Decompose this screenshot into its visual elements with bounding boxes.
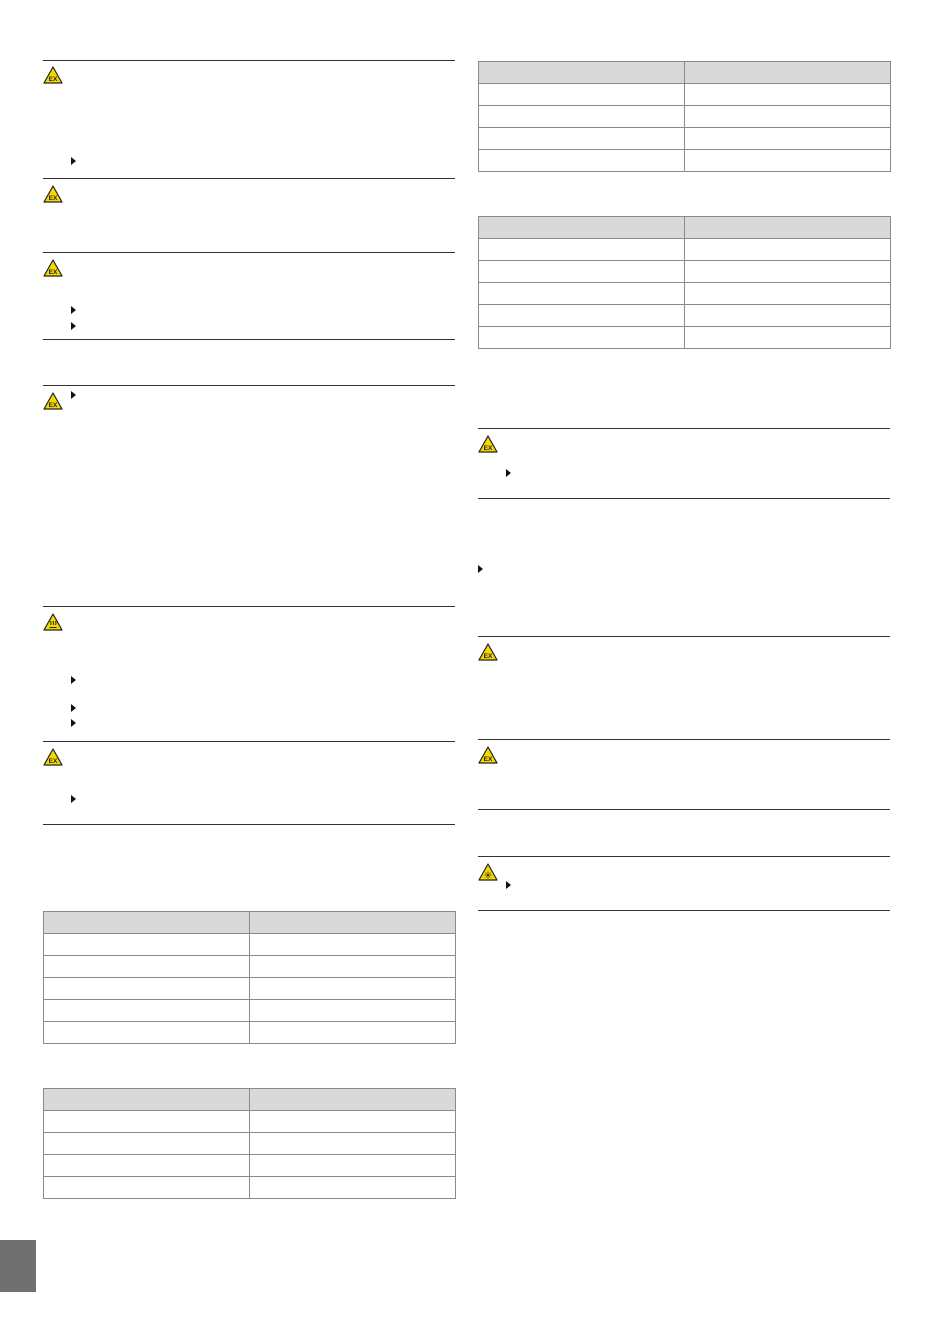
- table-header-cell: [479, 217, 685, 239]
- right-divider-2: [478, 498, 890, 499]
- table-header-cell: [250, 1089, 456, 1111]
- right-divider-3: [478, 636, 890, 637]
- table-cell: [44, 1000, 250, 1022]
- ex-warning-icon: [478, 746, 498, 764]
- table-header-cell: [44, 1089, 250, 1111]
- ex-warning-icon: [478, 643, 498, 661]
- bullet-arrow-icon: [71, 719, 76, 727]
- left-divider-8: [43, 824, 455, 825]
- table-header-cell: [44, 912, 250, 934]
- bullet-arrow-icon: [71, 157, 76, 165]
- ex-warning-label: EX: [483, 653, 493, 660]
- right-divider-1: [478, 428, 890, 429]
- bullet-arrow-icon: [71, 795, 76, 803]
- table-cell: [479, 106, 685, 128]
- bullet-arrow-icon: [71, 676, 76, 684]
- table-cell: [44, 1022, 250, 1044]
- table-cell: [479, 283, 685, 305]
- table-cell: [685, 327, 891, 349]
- table-row: [479, 84, 891, 106]
- table-row: [44, 1155, 456, 1177]
- right-table-1: [478, 61, 891, 172]
- table-row: [479, 128, 891, 150]
- ex-warning-label: EX: [48, 269, 58, 276]
- ex-warning-icon: [43, 392, 63, 410]
- right-divider-4: [478, 739, 890, 740]
- table-cell: [479, 128, 685, 150]
- table-row: [44, 978, 456, 1000]
- left-divider-3: [43, 252, 455, 253]
- table-cell: [685, 261, 891, 283]
- table-row: [479, 305, 891, 327]
- table-cell: [250, 1177, 456, 1199]
- ex-warning-icon: [478, 435, 498, 453]
- left-divider-5: [43, 385, 455, 386]
- table-header-row: [479, 217, 891, 239]
- table-header-row: [479, 62, 891, 84]
- table-header-cell: [250, 912, 456, 934]
- table-cell: [479, 305, 685, 327]
- table-row: [479, 106, 891, 128]
- table-cell: [685, 106, 891, 128]
- right-divider-5: [478, 809, 890, 810]
- ex-warning-label: EX: [48, 758, 58, 765]
- ex-warning-label: EX: [48, 402, 58, 409]
- table-row: [479, 150, 891, 172]
- right-divider-6: [478, 856, 890, 857]
- bullet-arrow-icon: [506, 881, 511, 889]
- table-row: [44, 956, 456, 978]
- table-cell: [44, 1133, 250, 1155]
- table-row: [44, 1177, 456, 1199]
- bullet-arrow-icon: [71, 306, 76, 314]
- table-cell: [685, 128, 891, 150]
- ex-warning-label: EX: [483, 445, 493, 452]
- bullet-arrow-icon: [506, 469, 511, 477]
- bullet-arrow-icon: [71, 391, 76, 399]
- table-cell: [685, 305, 891, 327]
- table-cell: [44, 1177, 250, 1199]
- table-row: [44, 1133, 456, 1155]
- hot-surface-warning-icon: [43, 613, 63, 631]
- table-row: [44, 1022, 456, 1044]
- table-cell: [685, 150, 891, 172]
- left-divider-1: [43, 60, 455, 61]
- table-row: [44, 1000, 456, 1022]
- table-cell: [44, 956, 250, 978]
- table-header-cell: [685, 217, 891, 239]
- table-cell: [44, 1111, 250, 1133]
- table-row: [479, 261, 891, 283]
- table-cell: [479, 239, 685, 261]
- table-row: [44, 934, 456, 956]
- table-row: [479, 327, 891, 349]
- left-divider-6: [43, 606, 455, 607]
- laser-warning-icon: [478, 863, 498, 881]
- left-divider-2: [43, 178, 455, 179]
- bullet-arrow-icon: [478, 565, 483, 573]
- table-header-cell: [479, 62, 685, 84]
- table-cell: [44, 978, 250, 1000]
- table-row: [479, 283, 891, 305]
- table-header-row: [44, 912, 456, 934]
- ex-warning-label: EX: [483, 756, 493, 763]
- table-cell: [685, 283, 891, 305]
- table-cell: [250, 1000, 456, 1022]
- ex-warning-label: EX: [48, 76, 58, 83]
- table-cell: [250, 1155, 456, 1177]
- table-header-cell: [685, 62, 891, 84]
- ex-warning-icon: [43, 66, 63, 84]
- page-edge-tab: [0, 1240, 36, 1292]
- table-cell: [479, 327, 685, 349]
- right-divider-7: [478, 910, 890, 911]
- table-cell: [250, 956, 456, 978]
- left-divider-4: [43, 339, 455, 340]
- table-cell: [479, 261, 685, 283]
- ex-warning-label: EX: [48, 195, 58, 202]
- table-header-row: [44, 1089, 456, 1111]
- table-cell: [250, 1111, 456, 1133]
- table-cell: [250, 1133, 456, 1155]
- left-table-1: [43, 911, 456, 1044]
- table-row: [44, 1111, 456, 1133]
- bullet-arrow-icon: [71, 704, 76, 712]
- table-cell: [44, 934, 250, 956]
- ex-warning-icon: [43, 259, 63, 277]
- table-cell: [250, 1022, 456, 1044]
- table-cell: [685, 84, 891, 106]
- left-divider-7: [43, 741, 455, 742]
- table-cell: [250, 934, 456, 956]
- table-cell: [250, 978, 456, 1000]
- right-table-2: [478, 216, 891, 349]
- table-cell: [44, 1155, 250, 1177]
- ex-warning-icon: [43, 185, 63, 203]
- bullet-arrow-icon: [71, 322, 76, 330]
- table-cell: [685, 239, 891, 261]
- ex-warning-icon: [43, 748, 63, 766]
- table-row: [479, 239, 891, 261]
- left-table-2: [43, 1088, 456, 1199]
- table-cell: [479, 84, 685, 106]
- table-cell: [479, 150, 685, 172]
